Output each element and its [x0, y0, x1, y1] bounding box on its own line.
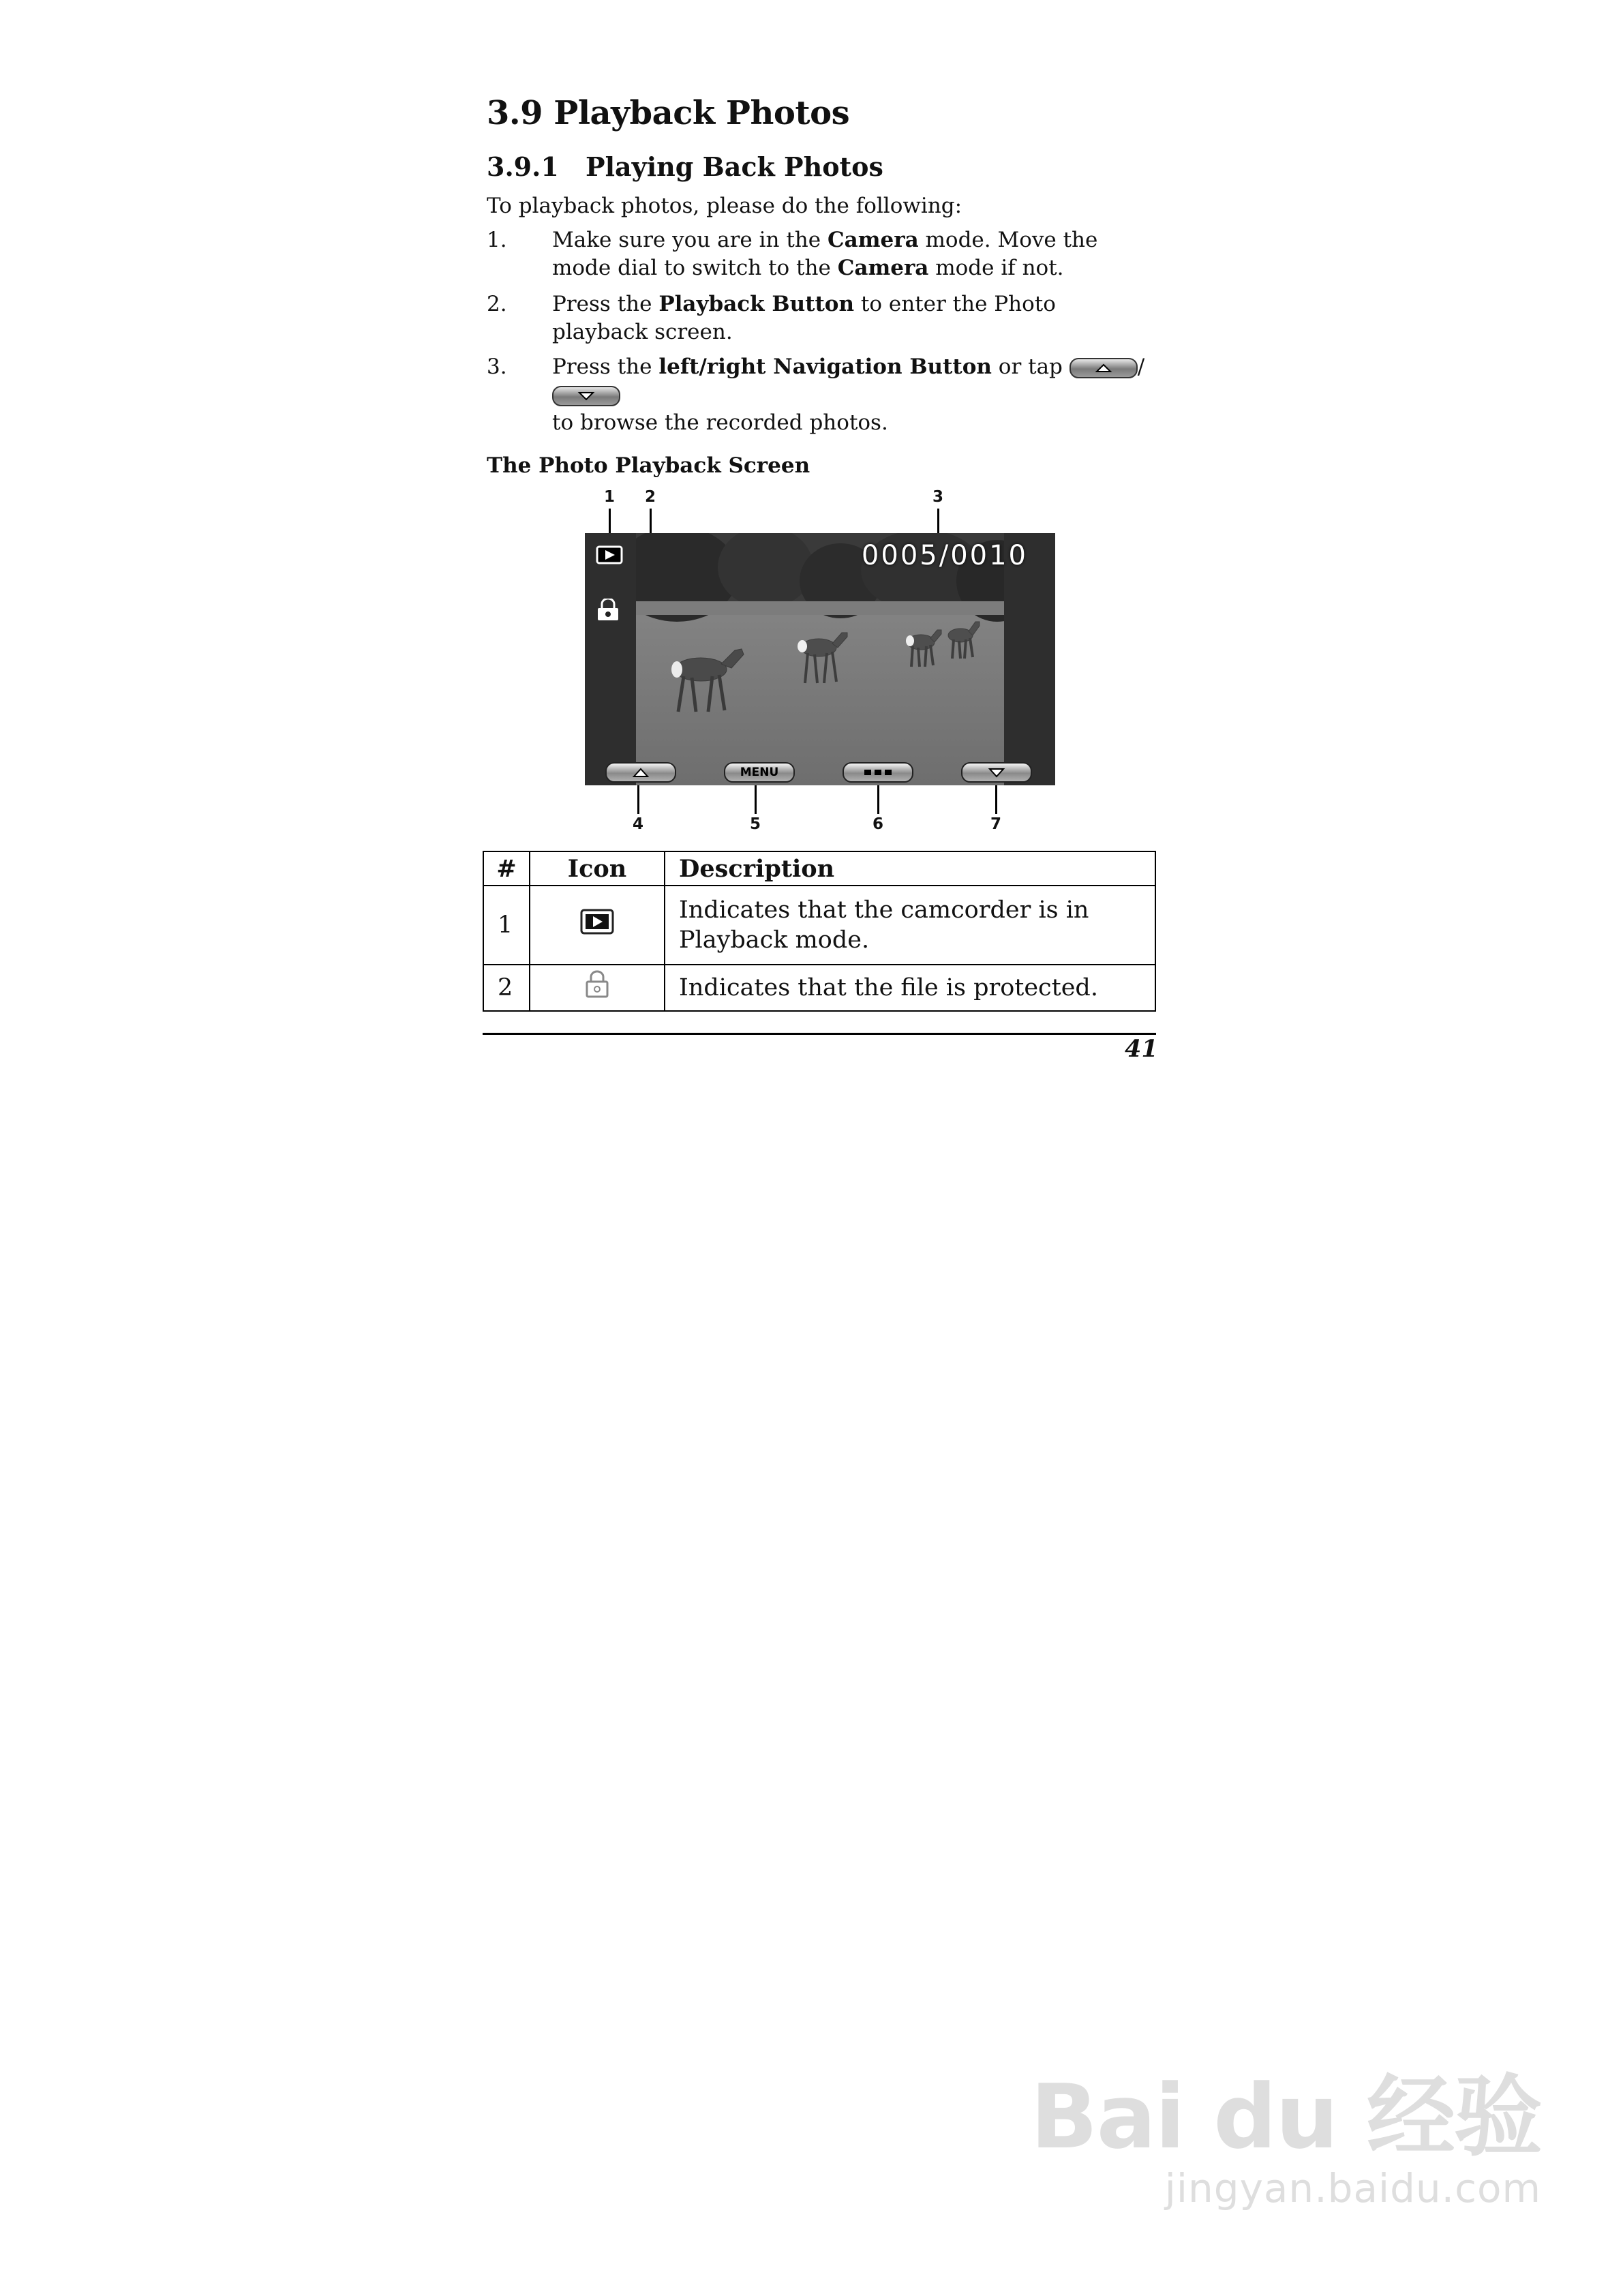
page-number: 41: [1125, 1035, 1158, 1063]
col-header-description: Description: [665, 851, 1155, 886]
col-header-icon: Icon: [530, 851, 665, 886]
row-icon: [530, 965, 665, 1011]
watermark-brand: Bai du 经验: [1030, 2065, 1541, 2169]
watermark-url: jingyan.baidu.com: [1164, 2165, 1541, 2211]
row-number: 1: [483, 886, 530, 965]
figure-caption: The Photo Playback Screen: [487, 453, 810, 478]
leader-line-4: [637, 785, 639, 814]
callout-3: 3: [932, 488, 944, 506]
playback-mode-icon: [596, 545, 623, 564]
step-text: Press the Playback Button to enter the Photo playback screen.: [552, 292, 1056, 344]
step-text: Make sure you are in the Camera mode. Move the mode dial to switch to the Camera mode if not.: [552, 228, 1098, 280]
next-button-icon: [552, 386, 620, 406]
row-description: Indicates that the file is protected.: [665, 965, 1155, 1011]
step-number: 2.: [487, 292, 507, 316]
subsection-title: [487, 151, 883, 182]
protected-lock-icon: [596, 599, 620, 622]
leader-line-7: [995, 785, 997, 814]
protected-lock-icon: [583, 969, 611, 999]
leader-line-5: [755, 785, 757, 814]
prev-button-icon: [1070, 358, 1138, 378]
file-counter: 0005/0010: [861, 540, 1028, 571]
step-text: Press the left/right Navigation Button or tap / to browse the recorded photos.: [552, 354, 1145, 435]
playback-mode-icon: [579, 908, 615, 935]
intro-text: To playback photos, please do the following:: [487, 194, 962, 218]
menu-button[interactable]: MENU: [724, 762, 795, 783]
thumbnail-view-button[interactable]: [843, 762, 913, 783]
table-header-row: [483, 851, 1155, 886]
playback-screen: [585, 533, 1055, 785]
baidu-watermark: [1030, 2065, 1542, 2211]
subsection-heading: Playing Back Photos: [586, 151, 883, 182]
step-number: 3.: [487, 354, 507, 379]
table-row: [483, 886, 1155, 965]
table-row: [483, 965, 1155, 1011]
footer-rule: [483, 1033, 1156, 1035]
callout-5: 5: [750, 815, 761, 833]
row-number: 2: [483, 965, 530, 1011]
prev-photo-button[interactable]: [605, 762, 676, 783]
callout-1: 1: [604, 488, 616, 506]
leader-line-6: [877, 785, 879, 814]
col-header-number: #: [483, 851, 530, 886]
callout-4: 4: [633, 815, 644, 833]
callout-7: 7: [990, 815, 1002, 833]
subsection-number: 3.9.1: [487, 151, 559, 182]
row-icon: [530, 886, 665, 965]
row-description: Indicates that the camcorder is in Playback mode.: [665, 886, 1155, 965]
next-photo-button[interactable]: [961, 762, 1032, 783]
callout-2: 2: [645, 488, 656, 506]
step-number: 1.: [487, 228, 507, 252]
icon-description-table: [483, 851, 1156, 1012]
section-title: 3.9 Playback Photos: [487, 94, 850, 132]
callout-6: 6: [873, 815, 884, 833]
